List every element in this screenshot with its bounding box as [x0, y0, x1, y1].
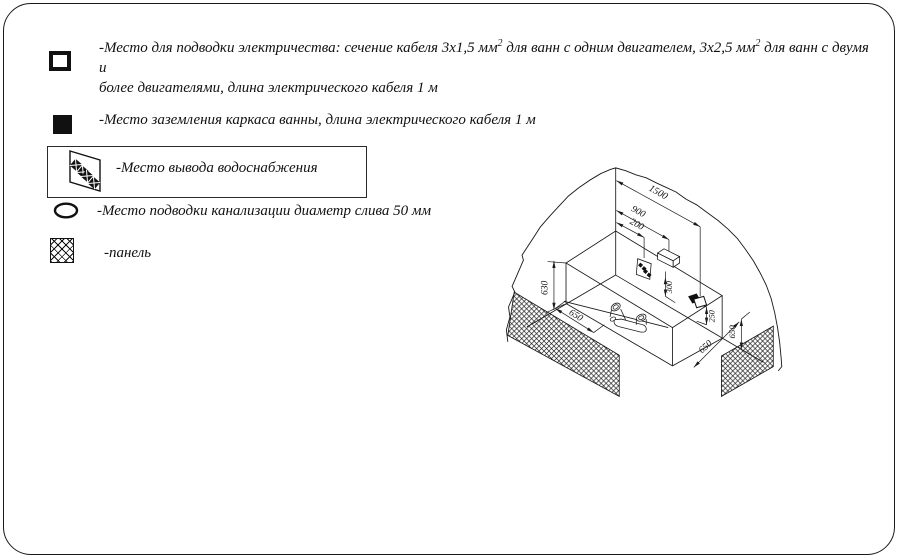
- legend-electric-part4: более двигателями, длина электрического кабеля 1 м: [99, 79, 438, 96]
- sewer-ellipse-icon: [53, 202, 81, 219]
- water-supply-icon: [636, 259, 651, 280]
- legend-item-electric-text: [99, 39, 879, 99]
- dim-label-630: 630: [539, 280, 551, 296]
- electric-supply-square-icon: [49, 51, 71, 71]
- superscript-2: 2: [755, 38, 761, 49]
- dim-label-900: 900: [629, 203, 648, 221]
- dim-label-1500: 1500: [646, 183, 670, 203]
- drain-siphon: [609, 301, 647, 332]
- legend-electric-part3: для ванн с двумя и: [99, 40, 869, 76]
- dim-label-300: 300: [664, 281, 674, 294]
- legend-electric-part1: -Место для подводки электричества: сечение кабеля 3х1,5 мм: [99, 40, 498, 56]
- legend-item-water-text: -Место вывода водоснабжения: [116, 160, 318, 176]
- water-supply-icon: [54, 147, 114, 195]
- panel-hatch-left: [508, 292, 619, 396]
- dim-label-250: 250: [707, 310, 717, 323]
- electric-connection-block: [658, 249, 680, 267]
- grounding-square-icon: [53, 115, 72, 134]
- dim-label-650-bottom: 650: [696, 338, 715, 356]
- dim-label-200: 200: [627, 216, 646, 233]
- legend-item-grounding-text: -Место заземления каркаса ванны, длина электрического кабеля 1 м: [99, 112, 536, 128]
- superscript-2: 2: [497, 38, 503, 49]
- water-supply-legend-box: [47, 146, 367, 198]
- legend-electric-part2: для ванн с одним двигателем, 3х2,5 мм: [502, 40, 756, 56]
- legend-item-panel-text: -панель: [104, 245, 152, 261]
- dim-label-650-right: 650: [726, 325, 737, 339]
- legend-item-sewer-text: -Место подводки канализации диаметр слива 50 мм: [97, 203, 432, 219]
- dim-label-650-left: 650: [566, 307, 585, 324]
- installation-diagram: [420, 148, 898, 510]
- panel-hatch-icon: [50, 238, 74, 263]
